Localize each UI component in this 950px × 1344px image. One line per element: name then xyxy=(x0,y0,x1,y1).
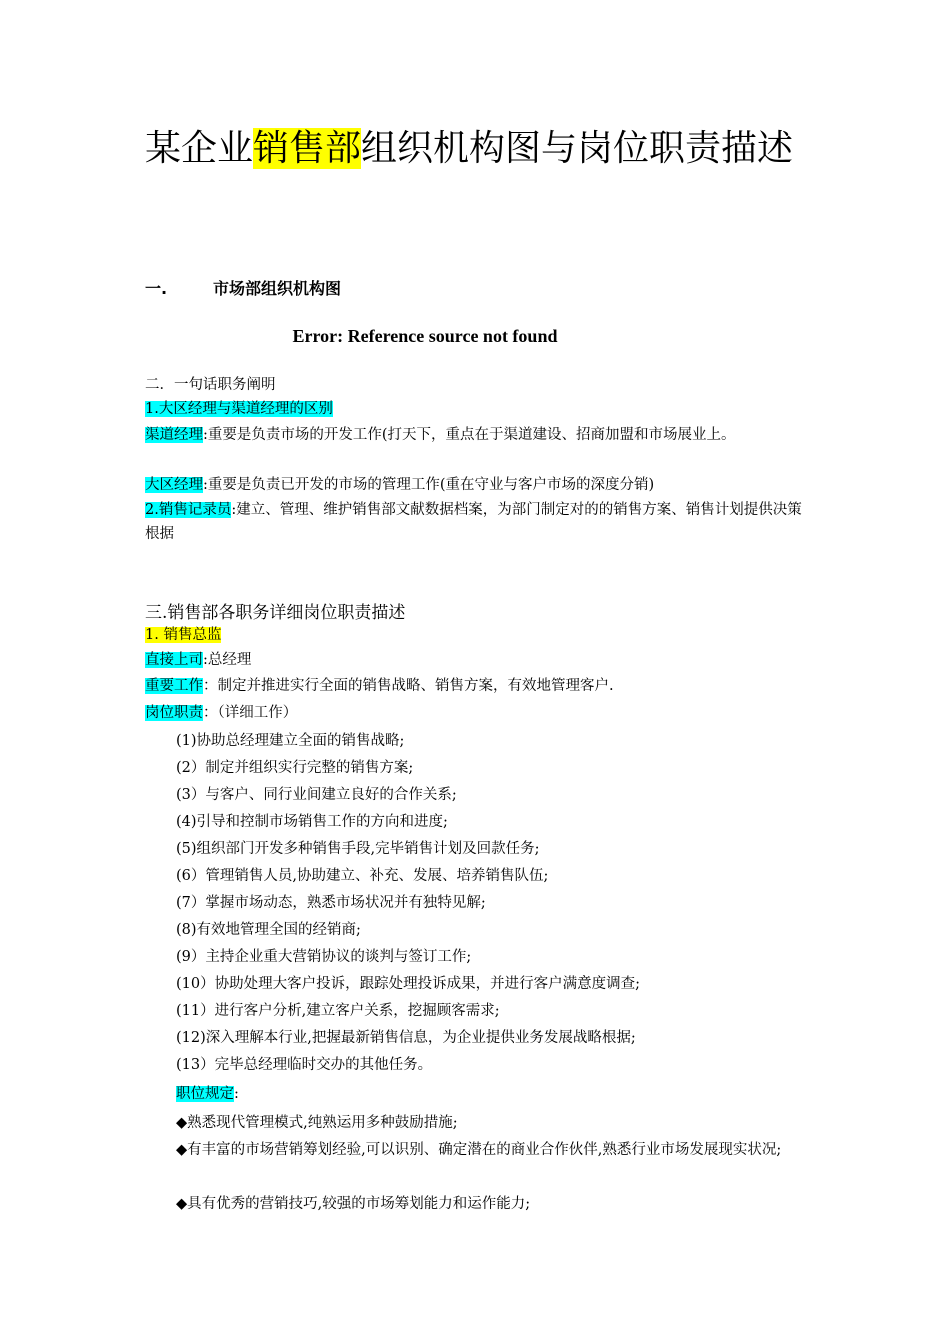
supervisor-label: 直接上司 xyxy=(145,652,203,668)
role-title xyxy=(145,623,221,647)
duties-line xyxy=(145,701,297,725)
channel-manager-label: 渠道经理 xyxy=(145,427,203,443)
duty-item: (13）完毕总经理临时交办的其他任务。 xyxy=(176,1057,433,1073)
duty-item: (8)有效地管理全国的经销商; xyxy=(176,922,361,938)
duty-item: (6）管理销售人员,协助建立、补充、发展、培养销售队伍; xyxy=(176,868,549,884)
duty-item: (3）与客户、同行业间建立良好的合作关系; xyxy=(176,787,457,803)
supervisor-line xyxy=(145,648,251,672)
title-prefix: 某企业 xyxy=(145,128,254,169)
duty-item: (12)深入理解本行业,把握最新销售信息，为企业提供业务发展战略根据; xyxy=(176,1030,636,1046)
main-work-text: ：制定并推进实行全面的销售战略、销售方案，有效地管理客户. xyxy=(203,678,614,694)
duty-item: (5)组织部门开发多种销售手段,完毕销售计划及回款任务; xyxy=(176,841,540,857)
sales-recorder-label: 2.销售记录员 xyxy=(145,502,232,518)
duty-item: (2）制定并组织实行完整的销售方案; xyxy=(176,760,414,776)
sales-recorder-text: :建立、管理、维护销售部文献数据档案，为部门制定对的的销售方案、销售计划提供决策根据 xyxy=(145,502,802,542)
section1-label: 市场部组织机构图 xyxy=(213,279,342,298)
duty-item: (9）主持企业重大营销协议的谈判与签订工作; xyxy=(176,949,472,965)
duty-item: (10）协助处理大客户投诉，跟踪处理投诉成果，并进行客户满意度调查; xyxy=(176,976,640,992)
supervisor-text: :总经理 xyxy=(203,652,252,668)
section2-item1-heading xyxy=(145,397,333,421)
region-manager-label: 大区经理 xyxy=(145,477,203,493)
section1-number: 一. xyxy=(145,279,168,298)
section2-heading: 二．一句话职务阐明 xyxy=(145,377,276,393)
section3-heading: 三.销售部各职务详细岗位职责描述 xyxy=(145,603,406,623)
channel-manager-paragraph xyxy=(145,423,810,447)
requirement-item: ◆有丰富的市场营销筹划经验,可以识别、确定潜在的商业合作伙伴,熟悉行业市场发展现实状况; xyxy=(176,1142,782,1158)
duty-item: (11）进行客户分析,建立客户关系，挖掘顾客需求; xyxy=(176,1003,500,1019)
duty-item: (7）掌握市场动态，熟悉市场状况并有独特见解; xyxy=(176,895,486,911)
main-work-line xyxy=(145,674,614,698)
channel-manager-text: :重要是负责市场的开发工作(打天下，重点在于渠道建设、招商加盟和市场展业上。 xyxy=(203,427,736,443)
duties-label: 岗位职责 xyxy=(145,705,203,721)
main-work-label: 重要工作 xyxy=(145,678,203,694)
requirement-item: ◆熟悉现代管理模式,纯熟运用多种鼓励措施; xyxy=(176,1115,458,1131)
role-title-text: 1. 销售总监 xyxy=(145,627,222,643)
reference-error: Error: Reference source not found xyxy=(292,326,558,346)
item1-heading-text: 1.大区经理与渠道经理的区别 xyxy=(145,401,333,417)
requirement-item: ◆具有优秀的营销技巧,较强的市场筹划能力和运作能力; xyxy=(176,1196,531,1212)
requirements-colon: : xyxy=(234,1086,239,1102)
region-manager-paragraph xyxy=(145,473,654,497)
duties-text: ：（详细工作） xyxy=(203,705,298,721)
section1-heading xyxy=(145,276,341,299)
duty-item: (1)协助总经理建立全面的销售战略; xyxy=(176,733,405,749)
region-manager-text: :重要是负责已开发的市场的管理工作(重在守业与客户市场的深度分销) xyxy=(203,477,655,493)
page-title xyxy=(145,124,825,174)
requirements-label: 职位规定 xyxy=(176,1086,234,1102)
title-highlight: 销售部 xyxy=(253,128,362,169)
title-suffix: 组织机构图与岗位职责描述 xyxy=(361,128,794,169)
requirements-heading xyxy=(176,1082,239,1106)
duty-item: (4)引导和控制市场销售工作的方向和进度; xyxy=(176,814,448,830)
sales-recorder-paragraph xyxy=(145,498,810,546)
